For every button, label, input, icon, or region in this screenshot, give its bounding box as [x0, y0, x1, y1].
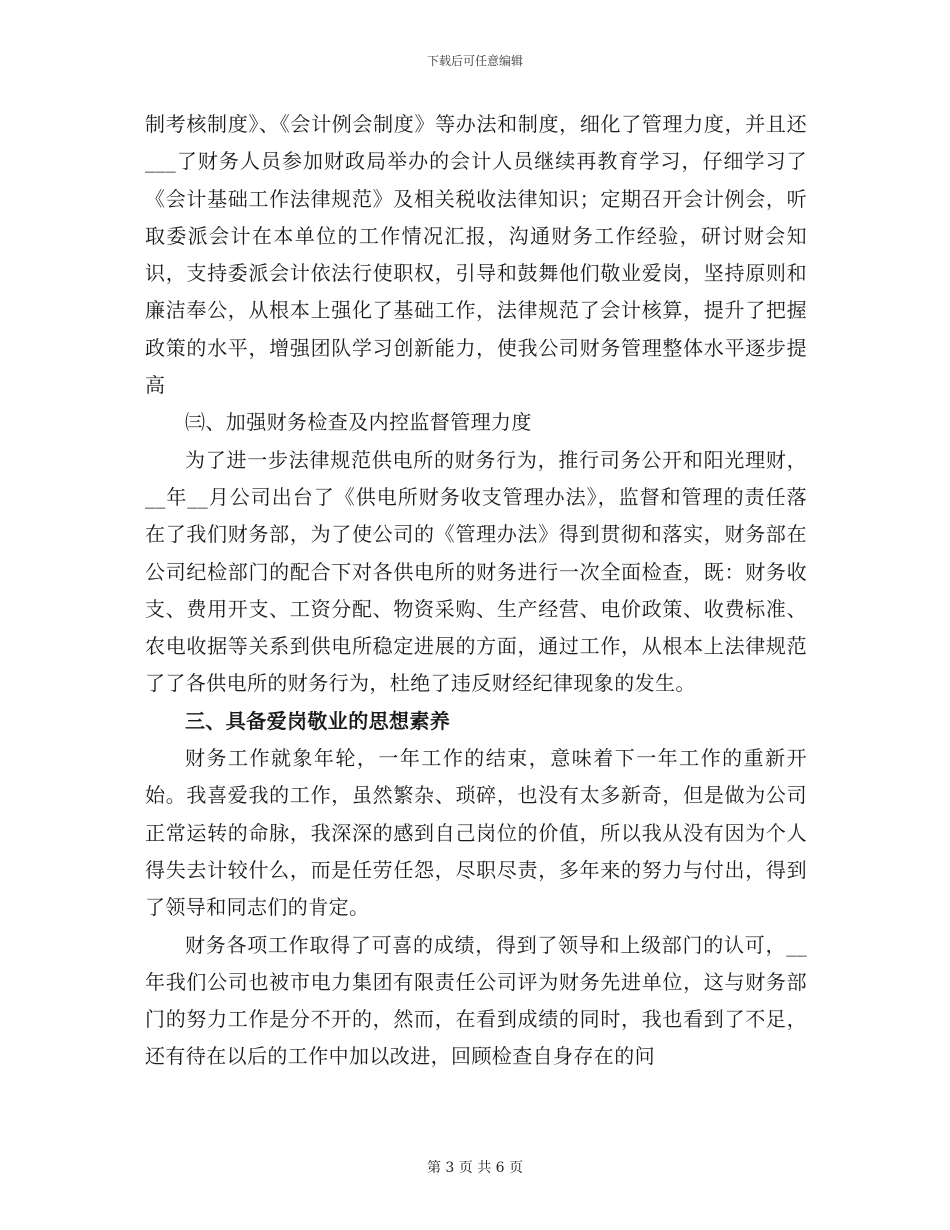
- paragraph-inspection: 为了进一步法律规范供电所的财务行为，推行司务公开和阳光理财，__年__月公司出台了《供电所财务收支管理办法》，监督和管理的责任落在了我们财务部，为了使公司的《管理办法》得到贯彻和落实，财务部在公司纪检部门的配合下对各供电所的财务进行一次全面检查，既：财务收支、费用开支、工资分配、物资采购、生产经营、电价政策、收费标准、农电收据等关系到供电所稳定进展的方面，通过工作，从根本上法律规范了了各供电所的财务行为，杜绝了违反财经纪律现象的发生。: [145, 447, 807, 696]
- page-number: 第 3 页 共 6 页: [426, 1160, 524, 1176]
- paragraph-management-system: 制考核制度》、《会计例会制度》等办法和制度，细化了管理力度，并且还___了财务人员参加财政局举办的会计人员继续再教育学习，仔细学习了《会计基础工作法律规范》及相关税收法律知识；定期召开会计例会，听取委派会计在本单位的工作情况汇报，沟通财务工作经验，研讨财会知识，支持委派会计依法行使职权，引导和鼓舞他们敬业爱岗，坚持原则和廉洁奉公，从根本上强化了基础工作，法律规范了会计核算，提升了把握政策的水平，增强团队学习创新能力，使我公司财务管理整体水平逐步提高: [145, 112, 807, 398]
- header-note: 下载后可任意编辑: [426, 54, 523, 68]
- subheading-inspection: ㈢、加强财务检查及内控监督管理力度: [185, 410, 532, 435]
- paragraph-achievements: 财务各项工作取得了可喜的成绩，得到了领导和上级部门的认可，__年我们公司也被市电力集团有限责任公司评为财务先进单位，这与财务部门的努力工作是分不开的，然而，在看到成绩的同时，我也看到了不足，还有待在以后的工作中加以改进，回顾检查自身存在的问: [145, 932, 807, 1069]
- paragraph-dedication: 财务工作就象年轮，一年工作的结束，意味着下一年工作的重新开始。我喜爱我的工作，虽然繁杂、琐碎，也没有太多新奇，但是做为公司正常运转的命脉，我深深的感到自己岗位的价值，所以我从没有因为个人得失去计较什么，而是任劳任怨，尽职尽责，多年来的努力与付出，得到了领导和同志们的肯定。: [145, 746, 807, 920]
- section-title-dedication: 三、具备爱岗敬业的思想素养: [185, 708, 451, 733]
- document-body: [145, 106, 807, 1076]
